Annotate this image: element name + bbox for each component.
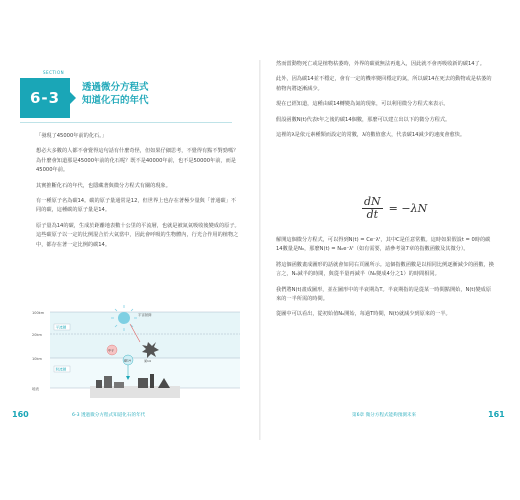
left-page-number: 160 (12, 410, 29, 419)
altitude-top-label: 100km (32, 311, 45, 315)
neutron-label: 中子 (108, 348, 115, 353)
right-paragraph: 假設函數N(t)代表t年之後的碳14個數，那麼可以建立出以下的微分方程式。 (276, 116, 451, 123)
nitrogen14-label: 氮14 (144, 359, 151, 363)
left-paragraph: 其實推斷化石的年代，也隱藏著與微分方程式有關的現象。 (36, 182, 171, 189)
troposphere-label: 對流層 (55, 367, 67, 372)
left-paragraph: 「發現了45000年前的化石。」 (36, 133, 107, 139)
section-title-line1: 透過微分方程式 (82, 82, 149, 93)
right-paragraph: 解開這個微分方程式，可以得到N(t) = Ce⁻λᵗ，其中C是任意常數。這時如果假設t = 0時的碳14數量是N₀，那麼N(t) = N₀e⁻λᵗ（如有需要，請參考第7章的指數函數及其微分）。 (276, 237, 491, 253)
left-running-head: 6-3 透過微分方程式知道化石的年代 (72, 413, 146, 418)
right-body-bottom (276, 236, 494, 320)
right-page (262, 60, 520, 435)
right-paragraph: 這裡的λ是依元素種類而設定的常數，λ的數值愈大，代表碳14減少的速度會愈快。 (276, 132, 466, 139)
equation-rhs: = −λN (388, 202, 428, 215)
altitude-mid-label: 20km (32, 333, 42, 337)
altitude-low-label: 10km (32, 357, 42, 361)
ground-label: 地表 (32, 387, 39, 391)
stratosphere-label: 平流層 (55, 325, 67, 330)
right-paragraph: 我們將N(t)畫成圖形，並在圖形中的半衰期為T。半衰期指的是從某一時間點開始，N(t)變成原來的一半所需的時間。 (276, 286, 492, 303)
right-body-top (276, 60, 494, 140)
right-paragraph: 然而當動物死亡或是植物枯萎時，外界的碳就無法再進入，因此就不會再吸收新的碳14了。 (276, 61, 485, 67)
right-page-number: 161 (488, 410, 505, 419)
page-gutter (259, 60, 261, 440)
left-paragraph: 有一種原子名為碳14。碳的原子量通常是12，但世界上也存在著極少量與「普通碳」不同的碳，這種碳的原子量是14。 (36, 198, 236, 214)
carbon14-label: 碳14 (124, 358, 131, 363)
section-title (82, 81, 212, 107)
right-paragraph: 將這個函數畫成圖形的話就會如同右頁圖所示。這個指數函數是以相同比例逐漸減少的函數，換言之，N₀減半的時間，與從半量再減半（N₀變成4分之1）的時間相同。 (276, 261, 494, 278)
left-page (0, 60, 258, 435)
section-tag: SECTION (43, 70, 65, 75)
equation-fraction (362, 196, 383, 221)
right-paragraph: 現在已經知道，這種由碳14轉變為氮的現象，可以利用微分方程式來表示。 (276, 101, 449, 108)
left-paragraph: 原子量為14的碳，生成於距離地表數十公里的平流層，也就是被氮氣吸收後變成的原子。這些碳原子以一定的比例混合於大氣當中，因此會呼吸的生物體內，行光合作用的植物之中，都存在著一定比例的碳14。 (36, 222, 240, 248)
right-paragraph: 從圖中可以看出，從初始值N₀開始，每過T時間，N(t)就減少到原來的一半。 (276, 311, 451, 318)
right-paragraph: 此外，因為碳14並不穩定，會有一定的機率變回穩定的氮，所以碳14在死去的動物或是枯萎的植物內將逐漸減少。 (276, 76, 492, 92)
right-running-head: 第6章 微分方程式能夠預測未來 (352, 413, 417, 418)
left-paragraph: 想必大多數的人都不會覺得這句話有什麼奇怪，但如果仔細思考，不覺得有點不對勁嗎？為什麼會知道那是45000年前的化石呢？既不是40000年前，也不是50000年前，而是45000年前。 (36, 148, 239, 174)
equation-denominator: dt (366, 208, 379, 221)
section-divider (20, 122, 232, 123)
cosmic-ray-label: 宇宙射線 (138, 313, 152, 317)
carbon14-diagram (30, 304, 240, 414)
section-title-line2: 知道化石的年代 (82, 95, 149, 106)
equation-numerator: dN (364, 195, 381, 208)
left-body (36, 132, 240, 250)
section-number-badge: 6-3 (20, 78, 70, 118)
differential-equation (362, 196, 427, 221)
